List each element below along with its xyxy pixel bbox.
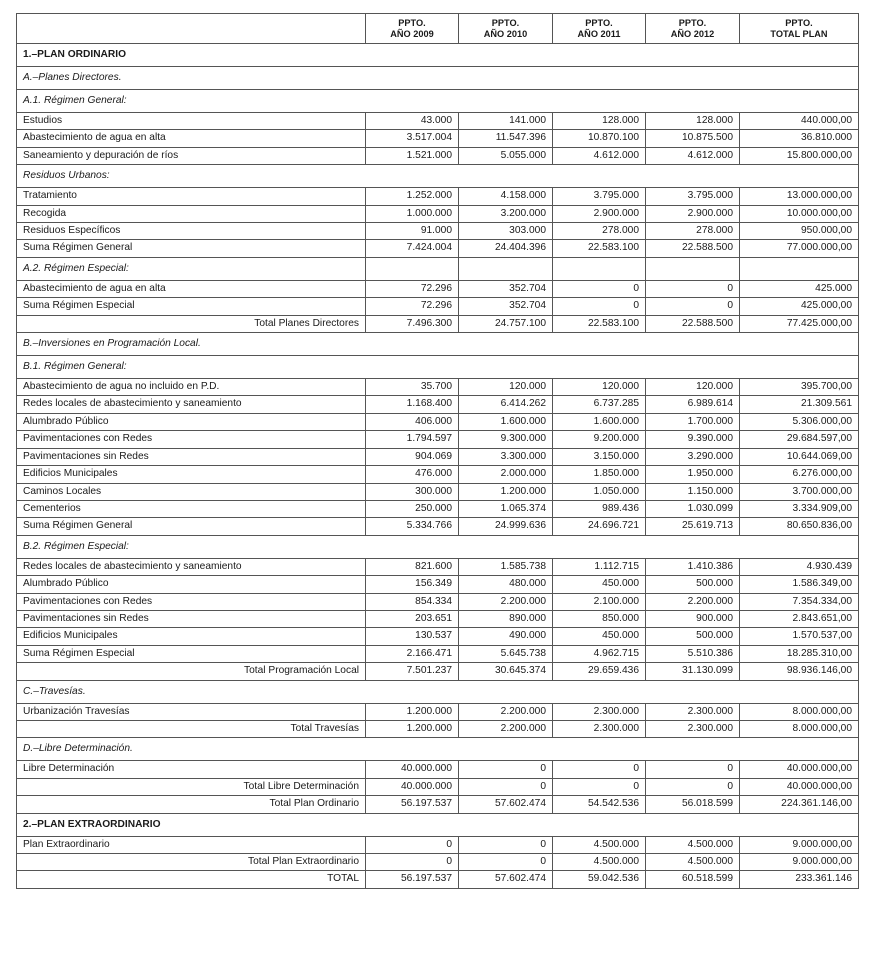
value-2009: 156.349 [366, 576, 459, 593]
value-2009: 56.197.537 [366, 796, 459, 813]
subsection-heading-row [17, 90, 859, 113]
total-label: Total Travesías [17, 720, 366, 737]
value-2010: 57.602.474 [459, 796, 553, 813]
total-label: Total Plan Ordinario [17, 796, 366, 813]
section-heading-row [17, 44, 859, 67]
subsection-heading: A.–Planes Directores. [17, 67, 859, 90]
value-2010: 2.200.000 [459, 593, 553, 610]
value-2011: 6.737.285 [553, 396, 646, 413]
header-row [17, 14, 859, 44]
value-2010: 352.704 [459, 298, 553, 315]
value-2010: 0 [459, 761, 553, 778]
value-2009: 91.000 [366, 223, 459, 240]
value-2011: 3.795.000 [553, 188, 646, 205]
total-label: Total Programación Local [17, 663, 366, 680]
value-total: 9.000.000,00 [740, 836, 859, 853]
row-label: Urbanización Travesías [17, 703, 366, 720]
value-total: 425.000 [740, 280, 859, 297]
value-2012: 56.018.599 [646, 796, 740, 813]
value-2012: 128.000 [646, 113, 740, 130]
value-total: 29.684.597,00 [740, 431, 859, 448]
row-label: Plan Extraordinario [17, 836, 366, 853]
value-2009: 7.501.237 [366, 663, 459, 680]
value-2009: 3.517.004 [366, 130, 459, 147]
value-2011: 22.583.100 [553, 315, 646, 332]
value-2012: 4.500.000 [646, 836, 740, 853]
value-2012: 500.000 [646, 576, 740, 593]
value-2009: 1.200.000 [366, 703, 459, 720]
subsection-heading-row [17, 257, 859, 280]
value-2011: 120.000 [553, 379, 646, 396]
value-2010: 24.999.636 [459, 518, 553, 535]
value-total: 8.000.000,00 [740, 703, 859, 720]
value-2010: 30.645.374 [459, 663, 553, 680]
value-2010: 3.200.000 [459, 205, 553, 222]
value-2010: 2.000.000 [459, 466, 553, 483]
row-label: Alumbrado Público [17, 413, 366, 430]
data-row [17, 761, 859, 778]
value-2010: 1.585.738 [459, 558, 553, 575]
header-label: PPTO. AÑO 2012 [670, 17, 715, 39]
value-2012: 1.700.000 [646, 413, 740, 430]
value-2011: 29.659.436 [553, 663, 646, 680]
value-2010: 352.704 [459, 280, 553, 297]
value-2010: 57.602.474 [459, 871, 553, 888]
value-2011: 450.000 [553, 576, 646, 593]
value-2009: 1.521.000 [366, 147, 459, 164]
value-2011: 1.850.000 [553, 466, 646, 483]
data-row [17, 113, 859, 130]
data-row [17, 466, 859, 483]
value-2011: 2.300.000 [553, 720, 646, 737]
value-2012: 1.410.386 [646, 558, 740, 575]
subsection-heading: B.2. Régimen Especial: [17, 535, 859, 558]
value-2011: 24.696.721 [553, 518, 646, 535]
row-label: Tratamiento [17, 188, 366, 205]
row-label: Suma Régimen Especial [17, 645, 366, 662]
subsection-heading: B.1. Régimen General: [17, 356, 859, 379]
value-2011: 1.600.000 [553, 413, 646, 430]
value-2010: 3.300.000 [459, 448, 553, 465]
value-2012: 0 [646, 778, 740, 795]
data-row [17, 645, 859, 662]
total-label: TOTAL [17, 871, 366, 888]
total-label: Total Planes Directores [17, 315, 366, 332]
value-2011: 1.050.000 [553, 483, 646, 500]
value-2012: 25.619.713 [646, 518, 740, 535]
data-row [17, 379, 859, 396]
value-2009: 0 [366, 836, 459, 853]
value-2012: 120.000 [646, 379, 740, 396]
value-2009: 0 [366, 854, 459, 871]
value-2012: 4.612.000 [646, 147, 740, 164]
value-2011: 1.112.715 [553, 558, 646, 575]
value-2010: 0 [459, 854, 553, 871]
row-label: Abastecimiento de agua en alta [17, 280, 366, 297]
value-2011: 59.042.536 [553, 871, 646, 888]
header-label: PPTO. TOTAL PLAN [770, 17, 828, 39]
value-total: 7.354.334,00 [740, 593, 859, 610]
data-row [17, 610, 859, 627]
empty-cell [366, 257, 459, 280]
budget-document [16, 13, 859, 889]
total-label: Total Plan Extraordinario [17, 854, 366, 871]
value-2011: 2.100.000 [553, 593, 646, 610]
data-row [17, 223, 859, 240]
row-label: Caminos Locales [17, 483, 366, 500]
header-cell-2011 [553, 14, 646, 44]
value-total: 77.425.000,00 [740, 315, 859, 332]
value-2012: 2.300.000 [646, 703, 740, 720]
subsection-heading-row [17, 738, 859, 761]
value-2009: 476.000 [366, 466, 459, 483]
row-label: Pavimentaciones con Redes [17, 593, 366, 610]
value-total: 36.810.000 [740, 130, 859, 147]
value-2010: 141.000 [459, 113, 553, 130]
row-label: Redes locales de abastecimiento y saneamiento [17, 396, 366, 413]
value-2009: 300.000 [366, 483, 459, 500]
value-2012: 3.795.000 [646, 188, 740, 205]
value-2009: 203.651 [366, 610, 459, 627]
value-2012: 6.989.614 [646, 396, 740, 413]
data-row [17, 703, 859, 720]
value-total: 1.586.349,00 [740, 576, 859, 593]
data-row [17, 836, 859, 853]
total-row [17, 663, 859, 680]
value-total: 440.000,00 [740, 113, 859, 130]
row-label: Estudios [17, 113, 366, 130]
value-2011: 4.500.000 [553, 836, 646, 853]
value-2010: 1.200.000 [459, 483, 553, 500]
value-2010: 11.547.396 [459, 130, 553, 147]
value-2010: 490.000 [459, 628, 553, 645]
value-2009: 72.296 [366, 280, 459, 297]
value-total: 40.000.000,00 [740, 761, 859, 778]
data-row [17, 431, 859, 448]
subsection-heading: A.2. Régimen Especial: [17, 257, 366, 280]
subsection-heading-row [17, 165, 859, 188]
header-label: PPTO. AÑO 2010 [483, 17, 528, 39]
value-2012: 5.510.386 [646, 645, 740, 662]
value-total: 5.306.000,00 [740, 413, 859, 430]
section-heading: 2.–PLAN EXTRAORDINARIO [17, 813, 859, 836]
value-2009: 1.000.000 [366, 205, 459, 222]
header-label: PPTO. AÑO 2011 [577, 17, 621, 39]
value-2012: 2.300.000 [646, 720, 740, 737]
data-row [17, 413, 859, 430]
data-row [17, 240, 859, 257]
data-row [17, 483, 859, 500]
value-total: 98.936.146,00 [740, 663, 859, 680]
value-2012: 22.588.500 [646, 240, 740, 257]
value-2012: 1.030.099 [646, 500, 740, 517]
value-2009: 904.069 [366, 448, 459, 465]
row-label: Edificios Municipales [17, 466, 366, 483]
value-2010: 24.757.100 [459, 315, 553, 332]
value-2011: 4.962.715 [553, 645, 646, 662]
subsection-heading: C.–Travesías. [17, 680, 859, 703]
value-total: 224.361.146,00 [740, 796, 859, 813]
value-2011: 0 [553, 298, 646, 315]
row-label: Suma Régimen Especial [17, 298, 366, 315]
budget-table-body [17, 14, 859, 889]
value-2011: 0 [553, 778, 646, 795]
empty-cell [646, 257, 740, 280]
value-2010: 1.600.000 [459, 413, 553, 430]
value-total: 6.276.000,00 [740, 466, 859, 483]
value-2012: 4.500.000 [646, 854, 740, 871]
value-total: 3.700.000,00 [740, 483, 859, 500]
subsection-heading-row [17, 67, 859, 90]
value-2012: 9.390.000 [646, 431, 740, 448]
value-2011: 4.500.000 [553, 854, 646, 871]
value-2010: 2.200.000 [459, 720, 553, 737]
value-2012: 1.150.000 [646, 483, 740, 500]
row-label: Cementerios [17, 500, 366, 517]
value-2010: 303.000 [459, 223, 553, 240]
value-2009: 854.334 [366, 593, 459, 610]
data-row [17, 280, 859, 297]
data-row [17, 188, 859, 205]
value-2012: 2.200.000 [646, 593, 740, 610]
data-row [17, 298, 859, 315]
total-label: Total Libre Determinación [17, 778, 366, 795]
data-row [17, 147, 859, 164]
value-2009: 56.197.537 [366, 871, 459, 888]
value-2011: 2.300.000 [553, 703, 646, 720]
value-2012: 31.130.099 [646, 663, 740, 680]
value-total: 9.000.000,00 [740, 854, 859, 871]
data-row [17, 448, 859, 465]
value-2009: 35.700 [366, 379, 459, 396]
row-label: Alumbrado Público [17, 576, 366, 593]
row-label: Pavimentaciones con Redes [17, 431, 366, 448]
value-2010: 0 [459, 836, 553, 853]
value-2009: 72.296 [366, 298, 459, 315]
value-2011: 450.000 [553, 628, 646, 645]
value-2011: 2.900.000 [553, 205, 646, 222]
data-row [17, 593, 859, 610]
value-total: 2.843.651,00 [740, 610, 859, 627]
row-label: Abastecimiento de agua no incluido en P.D. [17, 379, 366, 396]
value-2009: 130.537 [366, 628, 459, 645]
value-2009: 43.000 [366, 113, 459, 130]
total-row [17, 315, 859, 332]
value-2010: 6.414.262 [459, 396, 553, 413]
value-total: 77.000.000,00 [740, 240, 859, 257]
value-2011: 278.000 [553, 223, 646, 240]
data-row [17, 205, 859, 222]
empty-cell [740, 257, 859, 280]
total-row [17, 871, 859, 888]
value-2010: 2.200.000 [459, 703, 553, 720]
value-total: 1.570.537,00 [740, 628, 859, 645]
value-2009: 2.166.471 [366, 645, 459, 662]
row-label: Edificios Municipales [17, 628, 366, 645]
value-2011: 128.000 [553, 113, 646, 130]
value-2009: 406.000 [366, 413, 459, 430]
value-2010: 120.000 [459, 379, 553, 396]
row-label: Residuos Específicos [17, 223, 366, 240]
value-2012: 2.900.000 [646, 205, 740, 222]
value-2010: 9.300.000 [459, 431, 553, 448]
value-total: 395.700,00 [740, 379, 859, 396]
value-total: 425.000,00 [740, 298, 859, 315]
total-row [17, 796, 859, 813]
value-2012: 500.000 [646, 628, 740, 645]
value-2011: 22.583.100 [553, 240, 646, 257]
value-total: 3.334.909,00 [740, 500, 859, 517]
row-label: Saneamiento y depuración de ríos [17, 147, 366, 164]
value-2010: 480.000 [459, 576, 553, 593]
value-2009: 250.000 [366, 500, 459, 517]
value-total: 10.644.069,00 [740, 448, 859, 465]
subsection-heading-row [17, 333, 859, 356]
value-2009: 40.000.000 [366, 778, 459, 795]
value-2009: 1.252.000 [366, 188, 459, 205]
value-total: 40.000.000,00 [740, 778, 859, 795]
value-2012: 60.518.599 [646, 871, 740, 888]
empty-cell [553, 257, 646, 280]
value-2012: 0 [646, 761, 740, 778]
value-total: 10.000.000,00 [740, 205, 859, 222]
subsection-heading: Residuos Urbanos: [17, 165, 859, 188]
value-2012: 278.000 [646, 223, 740, 240]
data-row [17, 628, 859, 645]
section-heading: 1.–PLAN ORDINARIO [17, 44, 859, 67]
header-cell-2012 [646, 14, 740, 44]
value-total: 8.000.000,00 [740, 720, 859, 737]
data-row [17, 396, 859, 413]
value-2012: 0 [646, 298, 740, 315]
value-2012: 900.000 [646, 610, 740, 627]
value-2011: 3.150.000 [553, 448, 646, 465]
row-label: Pavimentaciones sin Redes [17, 448, 366, 465]
header-cell-total [740, 14, 859, 44]
subsection-heading: B.–Inversiones en Programación Local. [17, 333, 859, 356]
value-2009: 1.794.597 [366, 431, 459, 448]
value-2010: 0 [459, 778, 553, 795]
value-total: 15.800.000,00 [740, 147, 859, 164]
value-2012: 0 [646, 280, 740, 297]
header-cell-concept [17, 14, 366, 44]
value-2009: 1.200.000 [366, 720, 459, 737]
data-row [17, 500, 859, 517]
value-total: 4.930.439 [740, 558, 859, 575]
row-label: Redes locales de abastecimiento y saneamiento [17, 558, 366, 575]
value-2011: 54.542.536 [553, 796, 646, 813]
subsection-heading-row [17, 535, 859, 558]
data-row [17, 518, 859, 535]
subsection-heading: A.1. Régimen General: [17, 90, 859, 113]
value-2010: 1.065.374 [459, 500, 553, 517]
value-2009: 40.000.000 [366, 761, 459, 778]
value-2012: 22.588.500 [646, 315, 740, 332]
value-2010: 24.404.396 [459, 240, 553, 257]
value-2011: 4.612.000 [553, 147, 646, 164]
header-cell-2009 [366, 14, 459, 44]
value-2011: 9.200.000 [553, 431, 646, 448]
value-total: 18.285.310,00 [740, 645, 859, 662]
value-2009: 7.424.004 [366, 240, 459, 257]
budget-table [16, 13, 859, 889]
row-label: Suma Régimen General [17, 240, 366, 257]
value-2011: 989.436 [553, 500, 646, 517]
value-total: 950.000,00 [740, 223, 859, 240]
value-2010: 5.645.738 [459, 645, 553, 662]
value-2012: 10.875.500 [646, 130, 740, 147]
total-row [17, 720, 859, 737]
value-2010: 4.158.000 [459, 188, 553, 205]
value-2010: 5.055.000 [459, 147, 553, 164]
row-label: Pavimentaciones sin Redes [17, 610, 366, 627]
value-2011: 10.870.100 [553, 130, 646, 147]
value-2009: 5.334.766 [366, 518, 459, 535]
value-total: 80.650.836,00 [740, 518, 859, 535]
row-label: Abastecimiento de agua en alta [17, 130, 366, 147]
value-2009: 7.496.300 [366, 315, 459, 332]
value-2011: 850.000 [553, 610, 646, 627]
value-total: 13.000.000,00 [740, 188, 859, 205]
value-total: 233.361.146 [740, 871, 859, 888]
value-2012: 3.290.000 [646, 448, 740, 465]
value-2011: 0 [553, 761, 646, 778]
row-label: Libre Determinación [17, 761, 366, 778]
value-2009: 1.168.400 [366, 396, 459, 413]
subsection-heading-row [17, 356, 859, 379]
data-row [17, 576, 859, 593]
row-label: Suma Régimen General [17, 518, 366, 535]
subsection-heading-row [17, 680, 859, 703]
total-row [17, 778, 859, 795]
empty-cell [459, 257, 553, 280]
section-heading-row [17, 813, 859, 836]
value-2011: 0 [553, 280, 646, 297]
value-2010: 890.000 [459, 610, 553, 627]
data-row [17, 558, 859, 575]
header-label: PPTO. AÑO 2009 [390, 17, 434, 39]
data-row [17, 130, 859, 147]
total-row [17, 854, 859, 871]
subsection-heading: D.–Libre Determinación. [17, 738, 859, 761]
row-label: Recogida [17, 205, 366, 222]
value-total: 21.309.561 [740, 396, 859, 413]
value-2009: 821.600 [366, 558, 459, 575]
value-2012: 1.950.000 [646, 466, 740, 483]
header-cell-2010 [459, 14, 553, 44]
